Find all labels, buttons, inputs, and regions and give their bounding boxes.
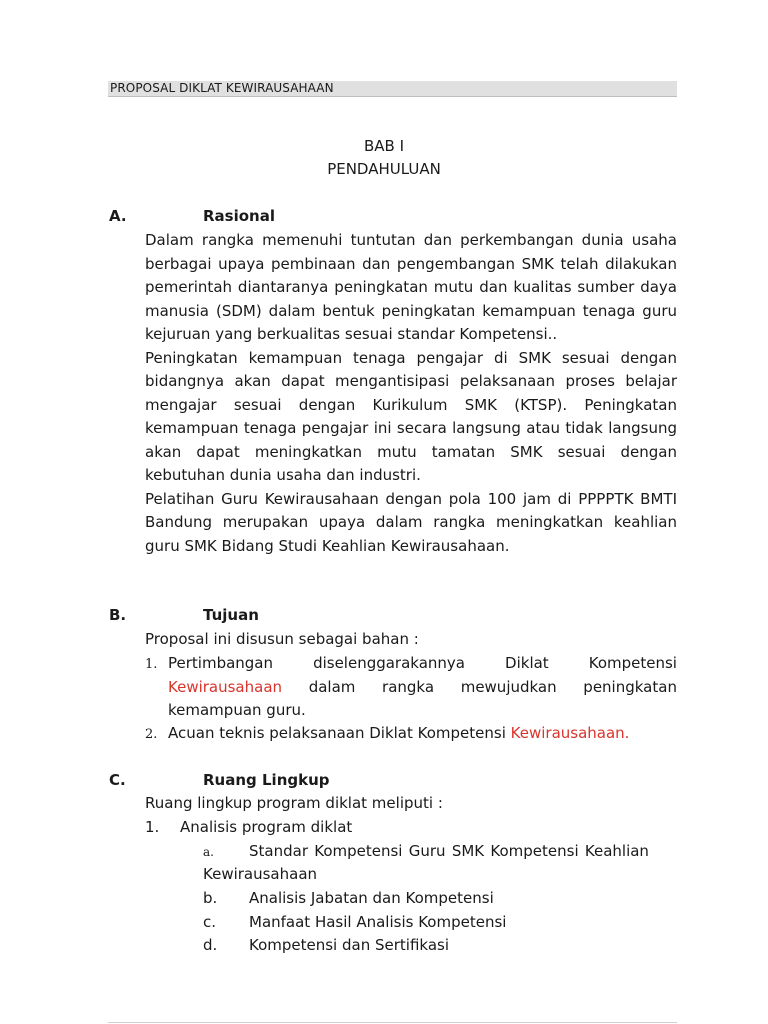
chapter-title: PENDAHULUAN — [327, 160, 441, 178]
section-c-letter: C. — [109, 771, 126, 789]
section-c-title: Ruang Lingkup — [203, 771, 330, 789]
section-a-letter: A. — [109, 207, 127, 225]
highlight-text: Kewirausahaan — [168, 678, 283, 696]
footer-divider — [108, 1022, 677, 1023]
sublist-item-d: Kompetensi dan Sertifikasi — [249, 936, 449, 954]
list-item-2: Acuan teknis pelaksanaan Diklat Kompetensi Kewirausahaan. — [168, 724, 630, 742]
sublist-item-a-cont: Kewirausahaan — [203, 865, 318, 883]
list-number: 1. — [145, 657, 158, 672]
chapter-number: BAB I — [363, 137, 405, 155]
sublist-item-a: Standar Kompetensi Guru SMK Kompetensi Keahlian — [249, 842, 649, 860]
list-item-1-line-3: kemampuan guru. — [168, 701, 306, 719]
section-a-body — [145, 229, 677, 558]
page-header — [108, 81, 677, 97]
sublist-item-b: Analisis Jabatan dan Kompetensi — [249, 889, 494, 907]
header-title: PROPOSAL DIKLAT KEWIRAUSAHAAN — [110, 81, 334, 95]
sublist-letter: a. — [203, 845, 214, 859]
paragraph: Pelatihan Guru Kewirausahaan dengan pola 100 jam di PPPPTK BMTI Bandung merupakan upaya dalam rangka meningkatkan keahlian guru SMK Bidang Studi Keahlian Kewirausahaan. — [145, 489, 677, 555]
paragraph: Dalam rangka memenuhi tuntutan dan perkembangan dunia usaha berbagai upaya pembinaan dan pengembangan SMK telah dilakukan pemerintah diantaranya peningkatan mutu dan kualitas sumber daya manusia (SDM) dalam bentuk peningkatan kemampuan tenaga guru kejuruan yang berkualitas sesuai standar Kompetensi.. — [145, 231, 677, 343]
sublist-letter: b. — [203, 889, 218, 907]
section-a-title: Rasional — [203, 207, 275, 225]
list-number: 2. — [145, 727, 158, 742]
section-b-letter: B. — [109, 606, 127, 624]
paragraph: Peningkatan kemampuan tenaga pengajar di SMK sesuai dengan bidangnya akan dapat mengantisipasi pelaksanaan proses belajar mengajar sesuai dengan Kurikulum SMK (KTSP). Peningkatan kemampuan tenaga pengajar ini secara langsung atau tidak langsung akan dapat meningkatkan mutu tamatan SMK sesuai dengan kebutuhan dunia usaha dan industri. — [145, 348, 677, 484]
section-b-title: Tujuan — [203, 606, 259, 624]
sublist-letter: c. — [203, 913, 217, 931]
list-item-1-line-1: Pertimbangan diselenggarakannya Diklat Kompetensi — [168, 654, 677, 672]
sublist-item-c: Manfaat Hasil Analisis Kompetensi — [249, 913, 507, 931]
list-item-label: Analisis program diklat — [180, 818, 353, 836]
section-c-intro: Ruang lingkup program diklat meliputi : — [145, 794, 443, 812]
section-b-intro: Proposal ini disusun sebagai bahan : — [145, 630, 419, 648]
highlight-text: Kewirausahaan. — [510, 724, 630, 742]
list-item-1-line-2: Kewirausahaan dalam rangka mewujudkan peningkatan — [168, 676, 677, 700]
list-number: 1. — [145, 818, 160, 836]
sublist-letter: d. — [203, 936, 218, 954]
